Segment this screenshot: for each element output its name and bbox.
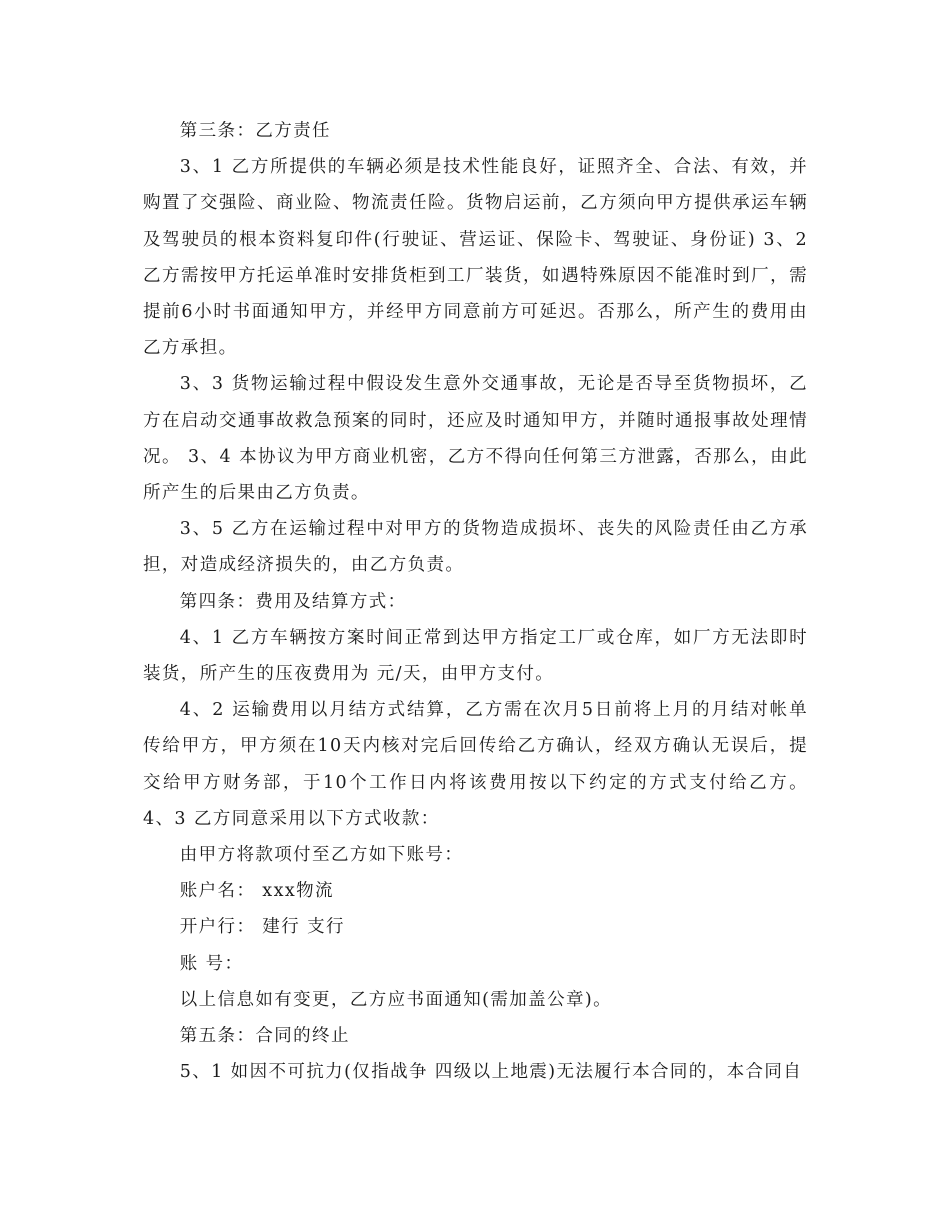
section-heading-article-5: 第五条：合同的终止 bbox=[179, 1026, 350, 1047]
clause-4-2-4-3: 4、2 运输费用以月结方式结算，乙方需在次月5日前将上月的月结对帐单传给甲方，甲方须在10天内核对完后回传给乙方确认，经双方确认无误后，提交给甲方财务部，于10个工作日内将该费用按以下约定的方式支付给乙方。 4、3 乙方同意采用以下方式收款： bbox=[143, 700, 808, 829]
section-heading-article-3: 第三条：乙方责任 bbox=[179, 121, 331, 141]
document-body bbox=[143, 113, 808, 1090]
section-heading-article-4: 第四条：费用及结算方式： bbox=[179, 591, 407, 612]
clause-3-5: 3、5 乙方在运输过程中对甲方的货物造成损坏、丧失的风险责任由乙方承担，对造成经济损失的，由乙方负责。 bbox=[143, 519, 808, 576]
clause-3-3-3-4: 3、3 货物运输过程中假设发生意外交通事故，无论是否导至货物损坏，乙方在启动交通事故救急预案的同时，还应及时通知甲方，并随时通报事故处理情况。 3、4 本协议为甲方商业机密，乙方不得向任何第三方泄露，否那么，由此所产生的后果由乙方负责。 bbox=[143, 374, 808, 504]
account-number: 账 号： bbox=[179, 953, 244, 974]
payment-instruction: 由甲方将款项付至乙方如下账号： bbox=[179, 845, 464, 866]
clause-5-1: 5、1 如因不可抗力(仅指战争 四级以上地震)无法履行本合同的，本合同自 bbox=[179, 1062, 803, 1083]
change-notice: 以上信息如有变更，乙方应书面通知(需加盖公章)。 bbox=[179, 989, 613, 1010]
bank-branch: 开户行： 建行 支行 bbox=[179, 917, 345, 938]
clause-3-1-3-2: 3、1 乙方所提供的车辆必须是技术性能良好，证照齐全、合法、有效，并购置了交强险、商业险、物流责任险。货物启运前，乙方须向甲方提供承运车辆及驾驶员的根本资料复印件(行驶证、营运证、保险卡、驾驶证、身份证) 3、2 乙方需按甲方托运单准时安排货柜到工厂装货，如遇特殊原因不能准时到厂，需提前6小时书面通知甲方，并经甲方同意前方可延迟。否那么，所产生的费用由乙方承担。 bbox=[143, 157, 808, 359]
clause-4-1: 4、1 乙方车辆按方案时间正常到达甲方指定工厂或仓库，如厂方无法即时装货，所产生的压夜费用为 元/天，由甲方支付。 bbox=[143, 627, 808, 685]
account-name: 账户名： xxx物流 bbox=[179, 881, 334, 902]
